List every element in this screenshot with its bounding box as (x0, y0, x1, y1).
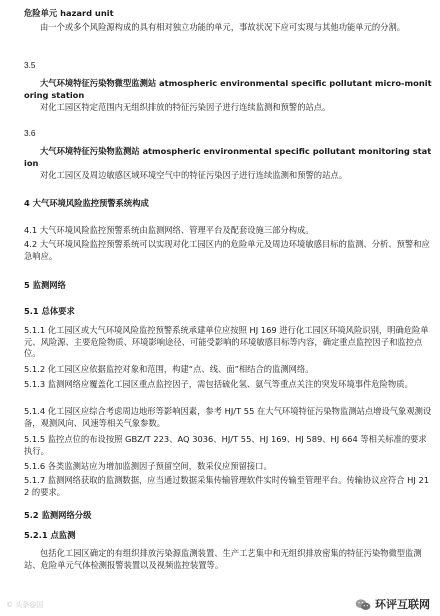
watermark-right-text: 环评互联网 (375, 598, 430, 612)
watermark-right (355, 598, 430, 612)
sec-4-heading: 4 大气环境风险监控预警系统构成 (24, 198, 149, 208)
sec-5-1-5: 5.1.5 监控点位的布设按照 GBZ/T 223、AQ 3036、HJ/T 55、HJ 169、HJ 589、HJ 664 等相关标准的要求执行。 (24, 434, 427, 456)
sec-5-1-1: 5.1.1 化工园区或大气环境风险监控预警系统承建单位应按照 HJ 169 进行化工园区环境风险识别，明确危险单元、风险源、主要危险物质、环境影响途径、可能受影响的环境敏感目标等内容，确定重点监控因子和监控点位。 (24, 325, 429, 359)
sec-3-6-term: 大气环境特征污染物监测站 atmospheric environmental specific pollutant monitoring station (24, 146, 432, 168)
sec-5-heading: 5 监测网络 (24, 280, 66, 290)
sec-5-1-4: 5.1.4 化工园区应综合考虑周边地形等影响因素，参考 HJ/T 55 在大气环境特征污染物监测站点增设气象观测设备，观测风向、风速等相关气象参数。 (24, 406, 432, 428)
watermark-left (6, 600, 43, 612)
sec-3-6-def: 对化工园区及周边敏感区域环境空气中的特征污染因子进行连续监测和预警的站点。 (40, 170, 347, 180)
sec-3-5-num: 3.5 (24, 60, 36, 70)
hazard-unit-term: 危险单元 hazard unit (24, 8, 114, 18)
sec-5-1-heading: 5.1 总体要求 (24, 306, 75, 316)
hazard-unit-def: 由一个或多个风险源构成的具有相对独立功能的单元，事故状况下应可实现与其他功能单元的分割。 (40, 22, 406, 32)
watermark-left-text: © 头条@国 (6, 601, 44, 610)
sec-5-1-3: 5.1.3 监测网络应覆盖化工园区重点监控因子，需包括硫化氢、氨气等重点关注的突发环境事件危险物质。 (24, 379, 413, 389)
sec-5-2-1-heading: 5.2.1 点监测 (24, 530, 76, 540)
wechat-icon (355, 598, 371, 612)
sec-3-5-def: 对化工园区特定范围内无组织排放的特征污染因子进行连续监测和预警的站点。 (40, 102, 331, 112)
sec-4-2: 4.2 大气环境风险监控预警系统可以实现对化工园区内的危险单元及周边环境敏感目标的监测、分析、预警和应急响应。 (24, 239, 430, 261)
sec-5-1-2: 5.1.2 化工园区应依据监控对象和范围，构建“点、线、面”相结合的监测网络。 (24, 364, 314, 374)
sec-5-1-7: 5.1.7 监测网络获取的监测数据，应当通过数据采集传输管理软件实时传输至管理平台。传输协议应符合 HJ 212 的要求。 (24, 475, 430, 497)
sec-5-2-1-body: 包括化工园区确定的有组织排放污染源监测装置、生产工艺集中和无组织排放密集的特征污染物微型监测站、危险单元气体检测报警装置以及视频监控装置等。 (24, 548, 422, 570)
sec-3-5-term: 大气环境特征污染物微型监测站 atmospheric environmental specific pollutant micro-monitoring station (24, 78, 432, 100)
sec-5-1-6: 5.1.6 各类监测站应为增加监测因子预留空间，数采仪应预留接口。 (24, 461, 272, 471)
sec-4-1: 4.1 大气环境风险监控预警系统由监测网络、管理平台及配套设施三部分构成。 (24, 225, 314, 235)
sec-3-6-num: 3.6 (24, 128, 36, 138)
sec-5-2-heading: 5.2 监测网络分级 (24, 510, 92, 520)
